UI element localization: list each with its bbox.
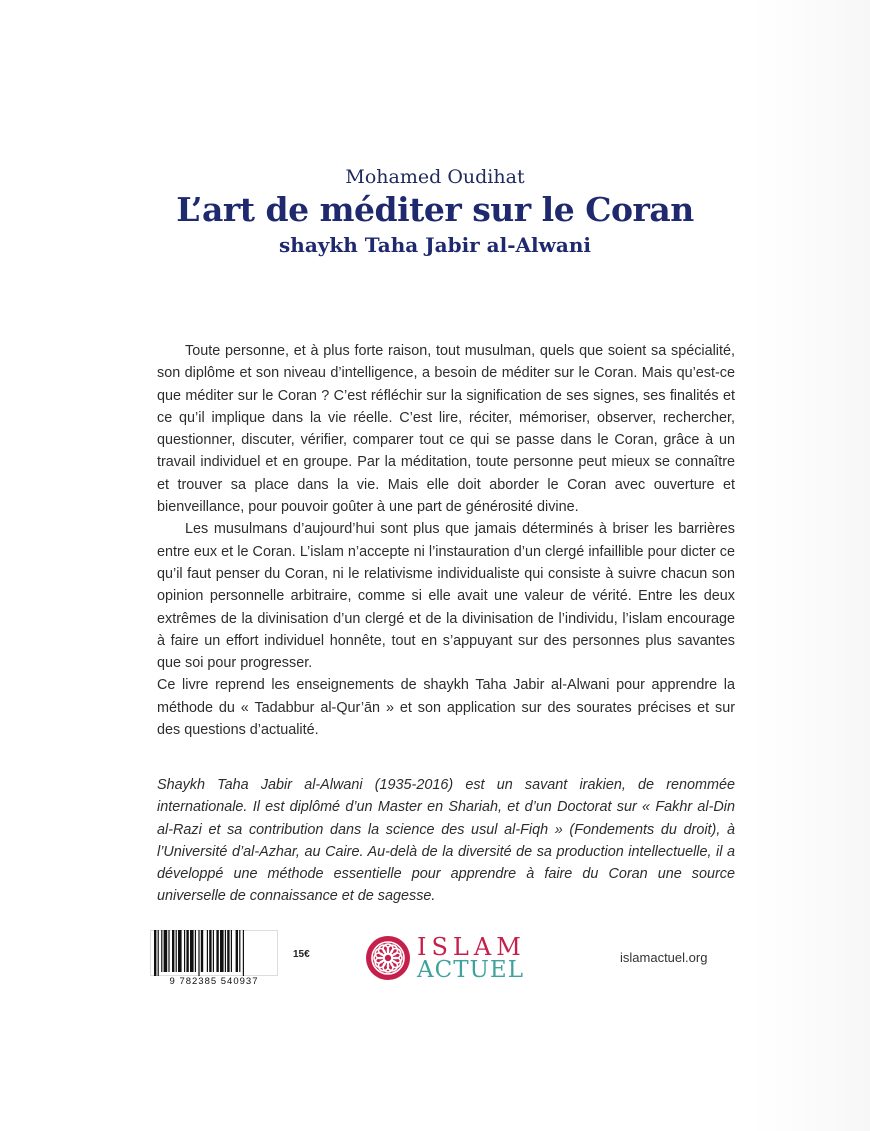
author-name: Mohamed Oudihat — [345, 166, 525, 188]
barcode-number: 9 782385 540937 — [169, 976, 259, 987]
barcode-bars — [150, 930, 278, 976]
book-title: L’art de méditer sur le Coran — [176, 190, 694, 229]
flower-rosette-icon — [365, 935, 411, 981]
author-bio: Shaykh Taha Jabir al-Alwani (1935-2016) est un savant irakien, de renommée internationale. Il est diplômé d’un Master en Shariah, et d’un Doctorat sur « Fakhr al-Din al-Razi et sa contribution dans la science des usul al-Fiqh » (Fondements du droit), à l’Université d’al-Azhar, au Caire. Au-delà de la diversité de sa production intellectuelle, il a développé une méthode essentielle pour apprendre à faire du Coran une source universelle de connaissance et de sagesse. — [157, 777, 735, 905]
summary-paragraph-1: Toute personne, et à plus forte raison, tout musulman, quels que soient sa spécialité, son diplôme et son niveau d’intelligence, a besoin de méditer sur le Coran. Mais qu’est-ce que méditer sur le Coran ? C’est réfléchir sur la signification de ses signes, ses finalités et ce qu’il implique dans la vie réelle. C’est lire, réciter, mémoriser, observer, rechercher, questionner, discuter, vérifier, comparer tout ce qui se passe dans le Coran, grâce à un travail individuel et en groupe. Par la méditation, toute personne peut mieux se connaître et trouver sa place dans la vie. Mais elle doit aborder le Coran avec ouverture et bienveillance, pour pouvoir goûter à une part de générosité divine. — [157, 343, 735, 516]
publisher-name-line2: ACTUEL — [417, 957, 524, 983]
website-link[interactable]: islamactuel.org — [620, 950, 708, 965]
price-label: 15€ — [293, 949, 310, 960]
book-subtitle: shaykh Taha Jabir al-Alwani — [279, 233, 591, 257]
summary-paragraph-2: Les musulmans d’aujourd’hui sont plus que jamais déterminés à briser les barrières entre eux et le Coran. L’islam n’accepte ni l’instauration d’un clergé infaillible pour dicter ce qu’il faut penser du Coran, ni le relativisme individualiste qui consiste à suivre chacun son opinion personnelle arbitraire, comme si elle avait une valeur de vérité. Entre les deux extrêmes de la divinisation d’un clergé et de la divinisation de l’individu, l’islam encourage à faire un effort individuel honnête, tout en s’appuyant sur des personnes plus savantes que soi pour progresser. — [157, 521, 735, 672]
publisher-name-line1: ISLAM — [417, 933, 526, 961]
summary-text — [157, 340, 735, 741]
summary-paragraph-3: Ce livre reprend les enseignements de shaykh Taha Jabir al-Alwani pour apprendre la méthode du « Tadabbur al-Qur’ān » et son application sur des sourates précises et sur des questions d’actualité. — [157, 677, 735, 739]
